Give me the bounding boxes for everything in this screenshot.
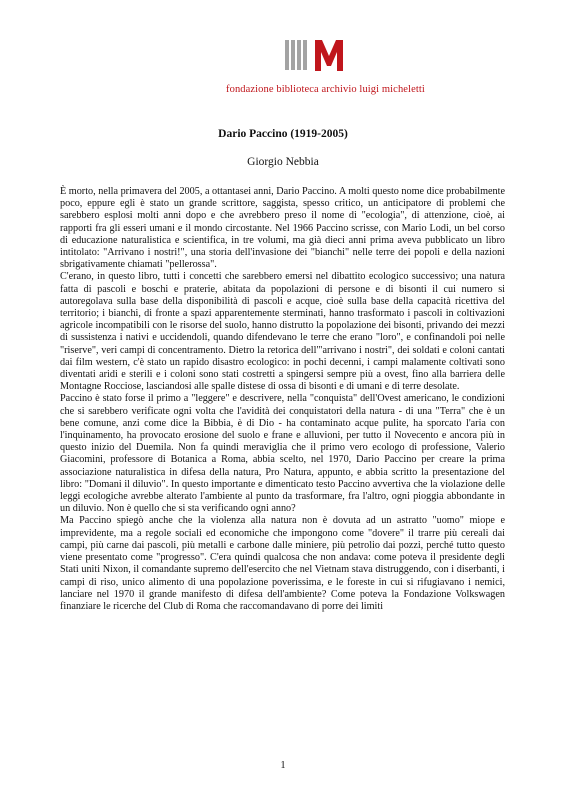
document-title: Dario Paccino (1919-2005) xyxy=(218,128,348,140)
paragraph: Paccino è stato forse il primo a "leggere" e descrivere, nella "conquista" dell'Ovest americano, le condizioni che si sarebbero verificate ogni volta che l'avidità dei conquistatori della natura - di una "Terra" che è un bene comune, anzi come dice la Bibbia, è di Dio - ha contaminato acque pulite, ha sporcato l'aria con l'inquinamento, ha provocato erosione del suolo e frane e alluvioni, per tutto il Novecento e ancora più in questo inizio del Duemila. Non fa quindi meraviglia che il primo vero ecologo di professione, Valerio Giacomini, professore di Botanica a Roma, abbia scelto, nel 1970, Dario Paccino per creare la prima associazione naturalistica in difesa della natura, Pro Natura, appunto, e abbia scritto la presentazione del libro: "Domani il diluvio". In questo importante e dimenticato testo Paccino avvertiva che la violazione delle leggi ecologiche avrebbe alterato l'ambiente al punto da trasformare, fra l'altro, ogni pioggia abbondante in un diluvio. Non è quello che si sta verificando ogni anno? xyxy=(60,393,505,515)
header xyxy=(0,38,566,108)
foundation-logo xyxy=(285,38,345,82)
logo-m-icon xyxy=(313,38,345,72)
paragraph: C'erano, in questo libro, tutti i concetti che sarebbero emersi nel dibattito ecologico successivo; una natura fatta di pascoli e boschi e praterie, abitata da popolazioni di persone e di bisonti il cui numero si autoregolava sulla base della disponibilità di pascoli e acque, cioè sulla base della capacità ricettiva del territorio; i bianchi, di fronte a spazi apparentemente sterminati, hanno trasformato i pascoli in coltivazioni agricole incompatibili con le risorse del suolo, hanno distrutto la popolazione dei bisonti, privando dei mezzi di sussistenza i nativi e uccidendoli, quando difendevano le terre che erano "loro", e confinandoli poi nelle "riserve", veri campi di concentramento. Dietro la retorica dell'"arrivano i nostri", dei soldati e coloni cantati dai film western, c'è stato un rapido disastro ecologico: in pochi decenni, i campi malamente coltivati sono diventati aridi e sterili e i coloni sono stati costretti a spingersi sempre più a ovest, fino alla barriera delle Montagne Rocciose, lasciandosi alle spalle distese di ossa di bisonti e di umani e di terre desolate. xyxy=(60,271,505,393)
foundation-name: fondazione biblioteca archivio luigi micheletti xyxy=(226,84,425,95)
article-body xyxy=(60,186,505,613)
page-number: 1 xyxy=(280,760,286,771)
paragraph: Ma Paccino spiegò anche che la violenza alla natura non è dovuta ad un astratto "uomo" miope e imprevidente, ma a regole sociali ed economiche che impongono come "dovere" il trarre più cereali dai campi, più carne dai pascoli, più metalli e carbone dalle miniere, più petrolio dai pozzi, perché tutto questo viene presentato come "progresso". C'era quindi qualcosa che non andava: come poteva il presidente degli Stati uniti Nixon, il comandante supremo dell'esercito che nel Vietnam stava distruggendo, con i diserbanti, i campi di riso, unico alimento di una popolazione poverissima, e le foreste in cui si rifugiavano i nemici, lanciare nel 1970 il grande manifesto di difesa dell'ambiente? Come poteva la Fondazione Volkswagen finanziare le ricerche del Club di Roma che raccomandavano di porre dei limiti xyxy=(60,515,505,612)
paragraph: È morto, nella primavera del 2005, a ottantasei anni, Dario Paccino. A molti questo nome dice probabilmente poco, eppure egli è stato un grande scrittore, saggista, spesso critico, un anticipatore di problemi che sarebbero esplosi molti anni dopo e che avrebbero preso il nome di "ecologia", di attenzione, cioè, ai rapporti fra gli esseri umani e il mondo circostante. Nel 1966 Paccino scrisse, con Mario Lodi, un bel corso di educazione naturalistica e scientifica, in tre volumi, ma già dieci anni prima aveva pubblicato un libro intitolato: "Arrivano i nostri!", una storia dell'invasione dei "bianchi" nelle terre dei popoli e della nazioni sbrigativamente chiamati "pellerossa". xyxy=(60,186,505,271)
document-author: Giorgio Nebbia xyxy=(247,156,319,168)
